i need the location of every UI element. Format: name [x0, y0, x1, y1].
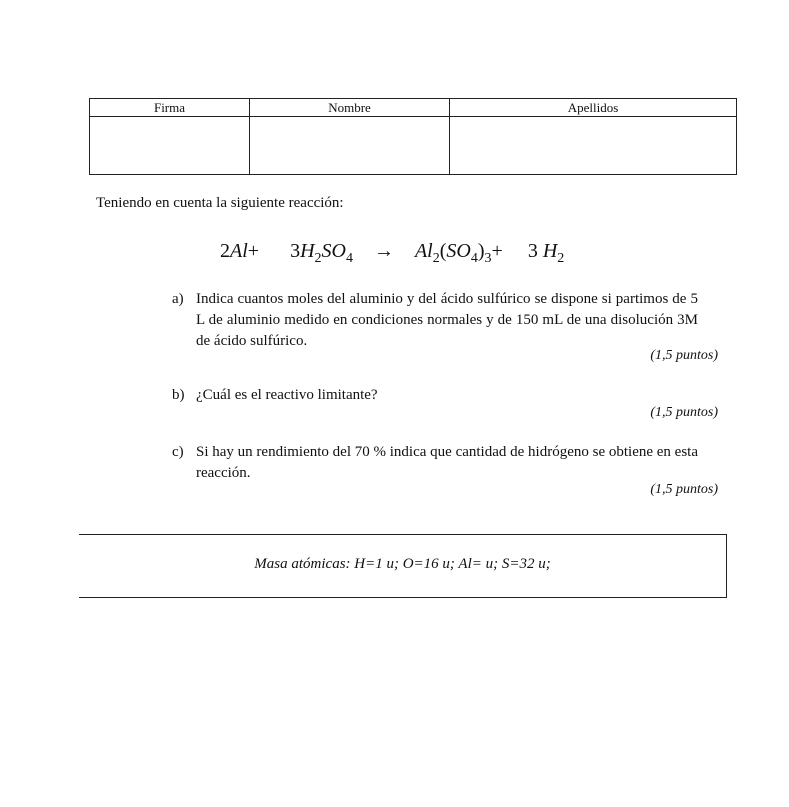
question-a-points: (1,5 puntos) [650, 348, 718, 363]
question-c-points: (1,5 puntos) [650, 482, 718, 497]
question-letter: a) [172, 291, 184, 307]
reactant-sulfuric-acid: $3H_2SO_4$ [290, 240, 353, 266]
question-b-points: (1,5 puntos) [650, 405, 718, 420]
question-a [172, 289, 698, 352]
atomic-masses-text: Masa atómicas: H=1 u; O=16 u; Al= u; S=32 u; [254, 556, 551, 572]
question-c [172, 442, 698, 484]
nombre-field[interactable] [250, 117, 450, 175]
product-hydrogen: 3 $H_2$ [527, 240, 565, 266]
question-b [172, 385, 698, 406]
question-letter: b) [172, 387, 185, 403]
question-text: Indica cuantos moles del aluminio y del ácido sulfúrico se dispone si partimos de 5 L de aluminio medido en condiciones normales y de 150 mL de una disolución 3M de ácido sulfúrico. [196, 291, 698, 349]
firma-field[interactable] [90, 117, 250, 175]
atomic-masses-box [79, 534, 727, 598]
apellidos-field[interactable] [450, 117, 737, 175]
question-letter: c) [172, 444, 184, 460]
intro-text: Teniendo en cuenta la siguiente reacción: [96, 195, 344, 211]
question-text: Si hay un rendimiento del 70 % indica que cantidad de hidrógeno se obtiene en esta reacción. [196, 444, 698, 481]
reaction-arrow: → [373, 240, 394, 262]
student-info-table [89, 98, 737, 175]
column-header-nombre: Nombre [250, 99, 450, 117]
column-header-apellidos: Apellidos [450, 99, 737, 117]
reactant-aluminum: 2Al+ [220, 240, 260, 262]
product-aluminum-sulfate: $Al_2(SO_4)_3+$ [414, 240, 503, 266]
chemical-equation [220, 236, 564, 274]
column-header-firma: Firma [90, 99, 250, 117]
question-text: ¿Cuál es el reactivo limitante? [196, 387, 378, 403]
